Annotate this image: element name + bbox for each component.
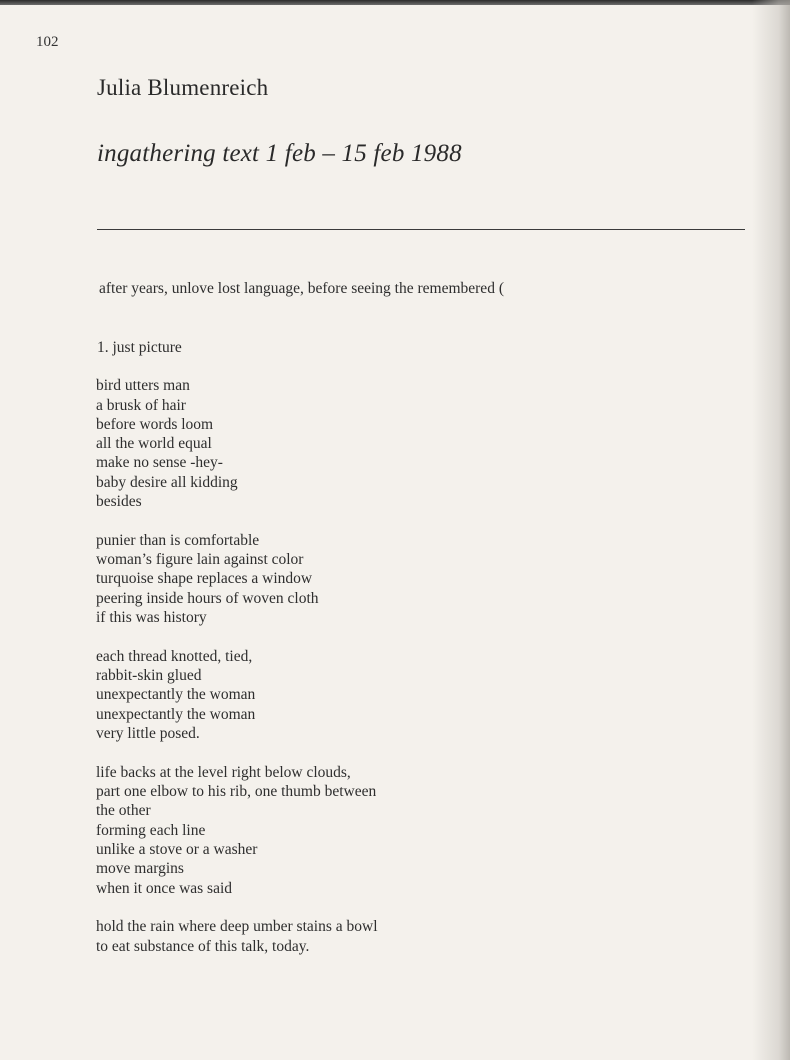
stanza-3 (96, 647, 656, 743)
author-name: Julia Blumenreich (97, 75, 269, 100)
poem-line: when it once was said (96, 879, 233, 897)
poem-line: rabbit-skin glued (96, 667, 202, 685)
poem-line: bird utters man (96, 377, 190, 395)
poem-title: ingathering text 1 feb – 15 feb 1988 (97, 140, 462, 167)
stanza-1 (96, 376, 656, 511)
poem-line: the other (96, 802, 151, 820)
poem-line: if this was history (96, 609, 207, 627)
poem-line: baby desire all kidding (96, 473, 238, 491)
page-number: 102 (36, 34, 59, 50)
poem-line: forming each line (96, 821, 206, 839)
page-top-edge (0, 0, 790, 5)
lead-line: after years, unlove lost language, before seeing the remembered ( (99, 280, 504, 297)
section-heading: 1. just picture (97, 339, 182, 356)
poem-line: move margins (96, 860, 184, 878)
poem-line: very little posed. (96, 725, 200, 743)
book-gutter-shadow (752, 0, 790, 1060)
poem-line: to eat substance of this talk, today. (96, 937, 310, 955)
poem-line: woman’s figure lain against color (96, 551, 304, 569)
poem-line: each thread knotted, tied, (96, 647, 253, 665)
poem-line: life backs at the level right below clouds, (96, 763, 351, 781)
poem-line: part one elbow to his rib, one thumb between (96, 783, 377, 801)
poem-line: unexpectantly the woman (96, 686, 256, 704)
stanza-4 (96, 763, 656, 898)
title-divider (97, 229, 745, 230)
poem-line: all the world equal (96, 435, 212, 453)
stanza-5 (96, 917, 656, 956)
poem-line: peering inside hours of woven cloth (96, 589, 319, 607)
poem-line: hold the rain where deep umber stains a bowl (96, 918, 378, 936)
stanza-2 (96, 531, 656, 627)
poem-line: turquoise shape replaces a window (96, 570, 313, 588)
poem-line: besides (96, 493, 142, 511)
poem-line: unlike a stove or a washer (96, 841, 258, 859)
poem-line: a brusk of hair (96, 396, 186, 414)
poem-body (96, 338, 656, 976)
poem-line: make no sense -hey- (96, 454, 223, 472)
poem-line: punier than is comfortable (96, 531, 260, 549)
poem-line: before words loom (96, 415, 214, 433)
poem-line: unexpectantly the woman (96, 705, 256, 723)
